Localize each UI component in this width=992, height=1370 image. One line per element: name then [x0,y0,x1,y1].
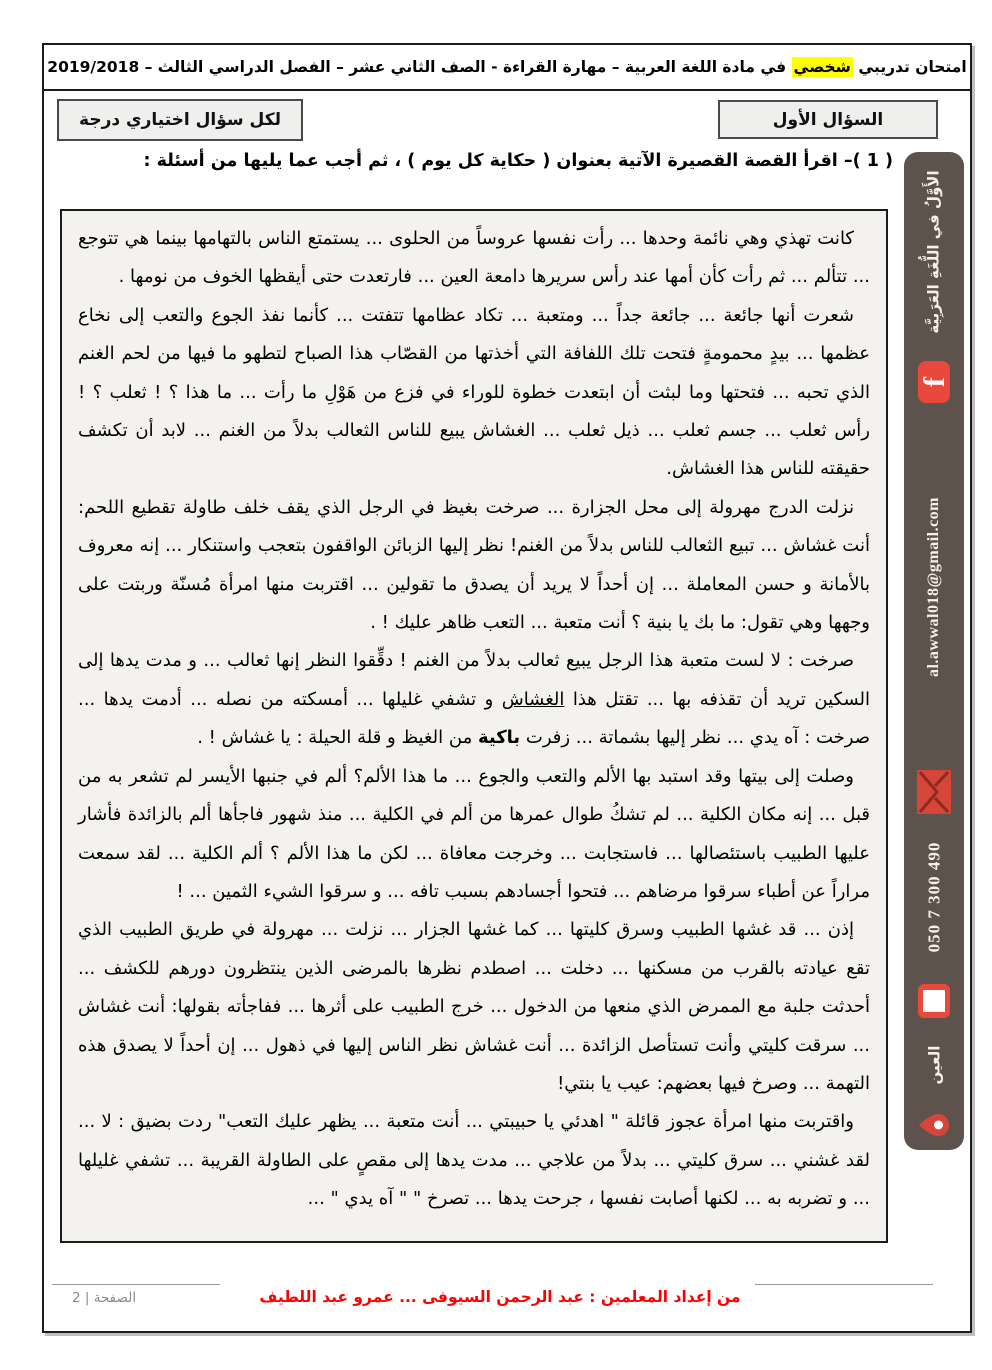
story-paragraph [78,642,870,757]
story-paragraph [78,758,870,912]
location-pin-icon [904,1100,964,1150]
story-paragraph [78,220,870,297]
story-segment: باكية [477,727,521,749]
points-note-label: لكل سؤال اختياري درجة [79,110,281,130]
story-segment: الغشاش [501,688,565,710]
city-name [904,1030,964,1100]
svg-text:f: f [918,377,951,387]
story-segment: من الغيظ و قلة الحيلة : يا غشاش ! . [197,727,478,749]
instruction-before: ( 1 )– اقرأ القصة القصيرة الآتية بعنوان ( [536,151,893,171]
instruction-after: ) ، ثم أجب عما يليها من أسئلة : [143,151,422,171]
points-note-box [57,99,303,141]
story-paragraph [78,1103,870,1218]
story-segment: وصلت إلى بيتها وقد استبد بها الألم والتعب والجوع ... ما هذا الألم؟ ألم في جنبها الأيسر لم تشعر به من قبل ... إنه مكان الكلية ... لم تشكُ طوال عمرها من ألم في الكلية ... منذ شهور فاجأها ألم بالزائدة فأشار عليها الطبيب باستئصالها ... فاستجابت ... وخرجت معافاة ... لكن ما هذا الألم ؟ ألم الكلية ... لقد سمعت مراراً عن أطباء سرقوا مرضاهم ... فتحوا أجسادهم بسبب تافه ... و سرقوا الشيء الثمين ... ! [78,765,870,902]
phone-number [904,822,964,972]
footer-rule-right [755,1284,933,1285]
story-segment: نزلت الدرج مهرولة إلى محل الجزارة ... صرخت بغيظ في الرجل الذي يقف خلف طاولة تقطيع اللحم: أنت غشاش ... تبيع الثعالب للناس بدلاً من الغنم! نظر إليها الزبائن الواقفون بتعجب واستنكار ... إنه معروف بالأمانة و حسن المعاملة ... إن أحداً لا يريد أن يصدق ما تقولين ... اقتربت منها امرأة مُسنّة وربتت على وجهها وهي تقول: ما بك يا بنية ؟ أنت متعبة ... التعب ظاهر عليك ! . [78,496,870,634]
story-title: حكاية كل يوم [421,151,537,171]
email-address [904,412,964,762]
facebook-icon [904,352,964,412]
phone-text: 050 7 300 490 [924,841,943,953]
footer-rule-left [52,1284,220,1285]
story-paragraph [78,489,870,643]
story-paragraph [78,911,870,1103]
story-segment: و تشفي غليلها ... أمسكته من نصله ... أدمت يدها ... صرخت : آه يدي ... نظر إليها بشماتة ... زفرت [78,688,870,749]
brand-name [904,152,964,352]
story-segment: كانت تهذي وهي نائمة وحدها ... رأت نفسها عروساً من الحلوى ... يستمتع الناس بالتهامها بينما هي تتوجع ... تتألم ... ثم رأت كأن أمها عند رأس سريرها دامعة العين ... فارتعدت حتى أيقظها الخوف من نومها . [78,228,870,288]
story-box [60,209,888,1243]
story-segment: شعرت أنها جائعة ... جائعة جداً ... ومتعبة ... تكاد عظامها تتفتت ... كأنما نفذ الجوع والتعب إلى نخاع عظمها ... بيدٍ محمومةٍ فتحت تلك اللفافة التي أخذتها من القصّاب هذا الصباح لتطهو ما فيها من لحم الغنم الذي تحبه ... فتحتها وما لبثت أن ابتعدت خطوة للوراء في فزع من هَوْلِ ما رأت ... ما هذا ؟ ! ثعلب ؟ ! رأس ثعلب ... جسم ثعلب ... ذيل ثعلب ... الغشاش يبيع للناس الثعالب بدلاً من الغنم ... لابد أن تكشف حقيقته للناس هذا الغشاش. [78,304,870,480]
story-text [78,220,870,1219]
exam-title [47,58,966,76]
exam-title-before: امتحان تدريبي [852,58,967,76]
story-segment: واقتربت منها امرأة عجوز قائلة " اهدئي يا حبيبتي ... أنت متعبة ... يظهر عليك التعب" ردت بضيق : لا ... لقد غشني ... سرق كليتي ... بدلاً من علاجي ... مدت يدها إلى مقصٍ على الطاولة القريبة ... تشفي غليلها ... و تضربه به ... لكنها أصابت نفسها ، جرحت يدها ... تصرخ " " آه يدي " ... [78,1111,870,1210]
story-segment: إذن ... قد غشها الطبيب وسرق كليتها ... كما غشها الجزار ... نزلت ... مهرولة في طريق الطبيب الذي تقع عيادته بالقرب من مسكنها ... دخلت ... اصطدم نظرها بالمرضى الذين ينتظرون دورهم للكشف ... أحدثت جلبة مع الممرض الذي منعها من الدخول ... خرج الطبيب على أثرها ... ففاجأته بقولها: أنت غشاش ... سرقت كليتي وأنت تستأصل الزائدة ... أنت غشاش نظر الناس إليها في ذهول ... إن أحداً لا يصدق هذه التهمة ... وصرخ فيها بعضهم: عيب يا بنتي! [78,919,870,1094]
story-segment: صرخت : لا لست متعبة هذا الرجل يبيع ثعالب بدلاً من الغنم ! دقِّقوا النظر إنها ثعالب ... و مدت يدها إلى السكين تريد أن تقذفه بها ... تقتل هذا [78,650,870,710]
exam-title-after: في مادة اللغة العربية – مهارة القراءة - الصف الثاني عشر – الفصل الدراسي الثالث – [139,58,792,76]
story-paragraph [78,297,870,489]
brand-name-text: الأَوَّلُ في اللُّغَةِ العَرَبِيَّة [925,170,944,334]
question-one-label-box [718,100,938,139]
page-number: الصفحة | 2 [72,1290,137,1306]
credits-text: من إعداد المعلمين : عبد الرحمن السيوفى ... عمرو عبد اللطيف [259,1288,741,1306]
exam-title-year: 2019/2018 [47,58,140,76]
exam-header [42,43,972,91]
city-text: العين [925,1045,943,1085]
question-one-label: السؤال الأول [772,109,884,130]
tablet-icon [904,972,964,1030]
email-text: al.awwal018@gmail.com [925,496,942,678]
envelope-icon [904,762,964,822]
question-instruction [143,151,893,171]
brand-sidebar [904,152,964,1150]
highlighted-word: شخصي [793,58,851,76]
